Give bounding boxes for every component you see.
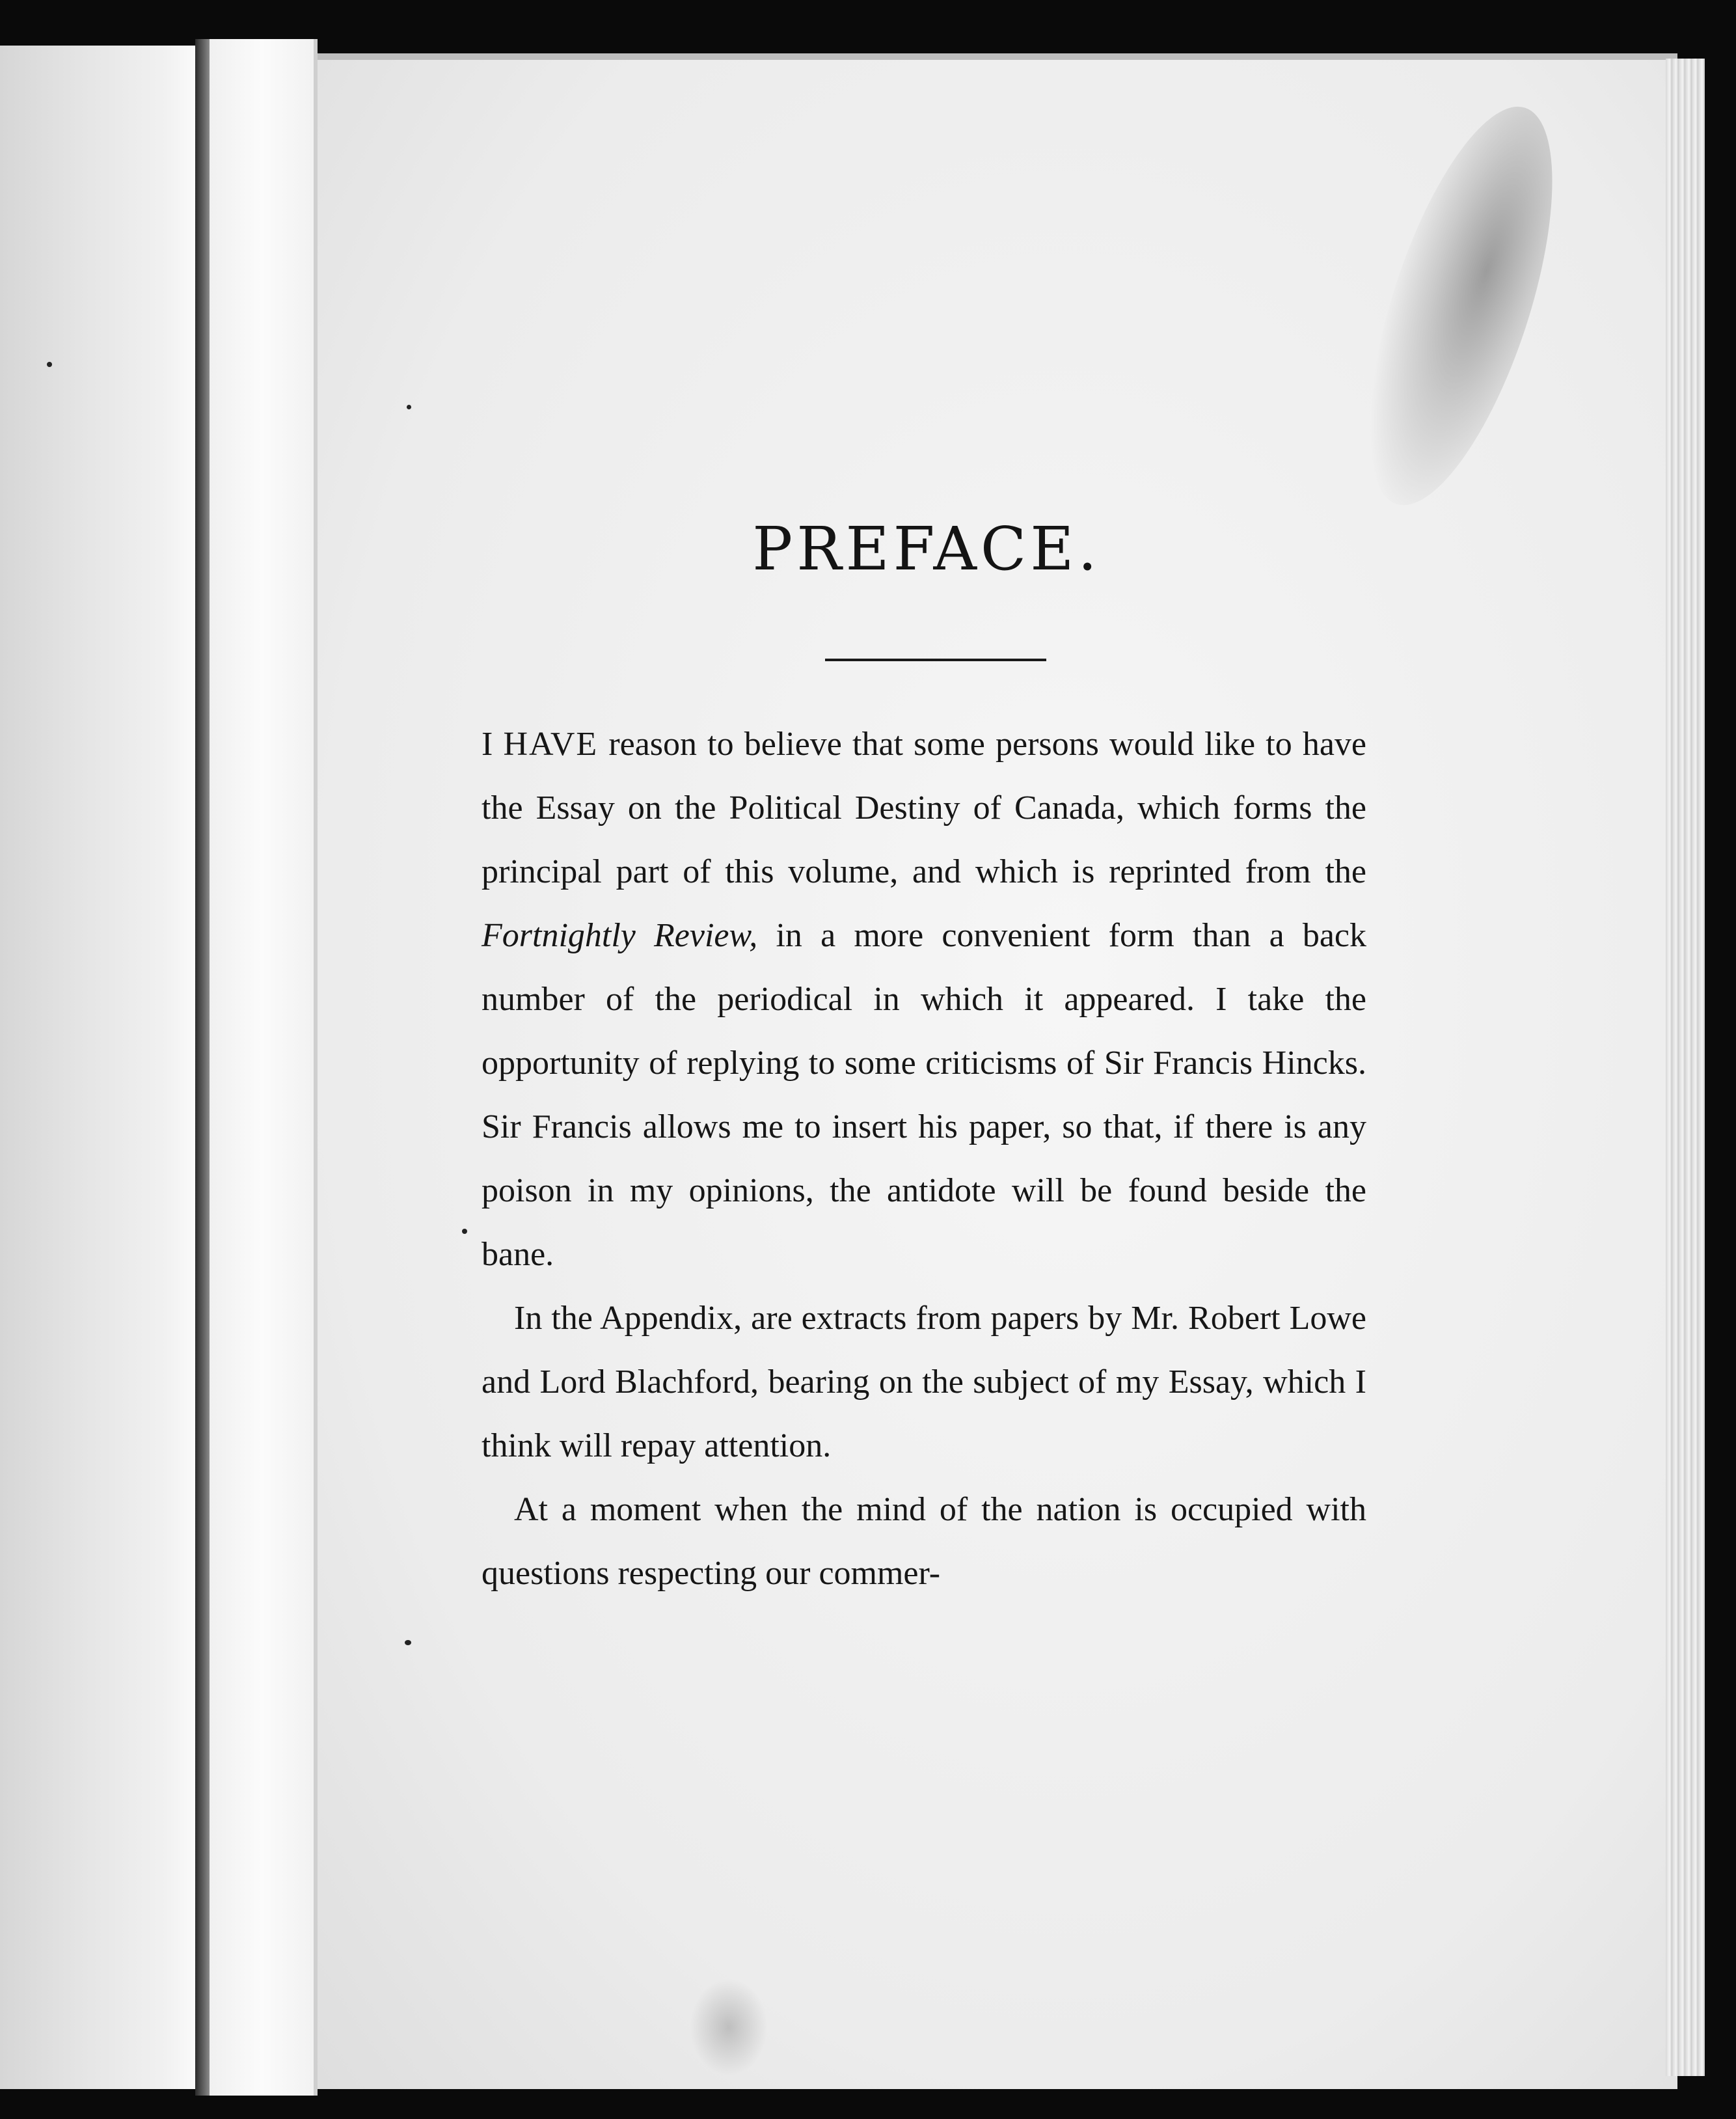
book-gutter xyxy=(195,39,210,2096)
ink-speck xyxy=(47,362,52,367)
paragraph-1-text-b: in a more convenient form than a back number of the periodical in which it appeared. I take the opportunity of replying to some criticisms of Sir Francis Hincks. Sir Francis allows me to insert his paper, so that, if there is any poison in my opinions, the antidote will be found beside the bane. xyxy=(481,917,1366,1273)
paragraph-1-lead: I xyxy=(481,726,493,763)
page-stain-bottom xyxy=(690,1978,768,2076)
ink-speck xyxy=(462,1229,467,1234)
page-title: PREFACE. xyxy=(752,514,1101,584)
paragraph-1 xyxy=(481,713,1366,1287)
preface-body xyxy=(481,713,1366,1606)
ink-speck xyxy=(405,1640,411,1645)
paragraph-1-text-a: reason to believe that some persons would like to have the Essay on the Political Destiny of Canada, which forms the principal part of this volume, and which is reprinted from the xyxy=(481,726,1367,890)
paragraph-2: In the Appendix, are extracts from papers by Mr. Robert Lowe and Lord Blachford, bearing on the subject of my Essay, which I think will repay attention. xyxy=(481,1300,1366,1464)
page-stack-edge xyxy=(1666,59,1705,2076)
ink-speck xyxy=(407,405,411,409)
binding-strip xyxy=(210,39,318,2096)
left-page-edge xyxy=(0,46,195,2089)
paragraph-1-smallcaps: HAVE xyxy=(503,726,599,763)
paragraph-3: At a moment when the mind of the nation is occupied with questions respecting our commer- xyxy=(481,1491,1366,1592)
paragraph-1-italic: Fortnightly Review, xyxy=(481,917,758,954)
title-rule xyxy=(825,659,1046,661)
